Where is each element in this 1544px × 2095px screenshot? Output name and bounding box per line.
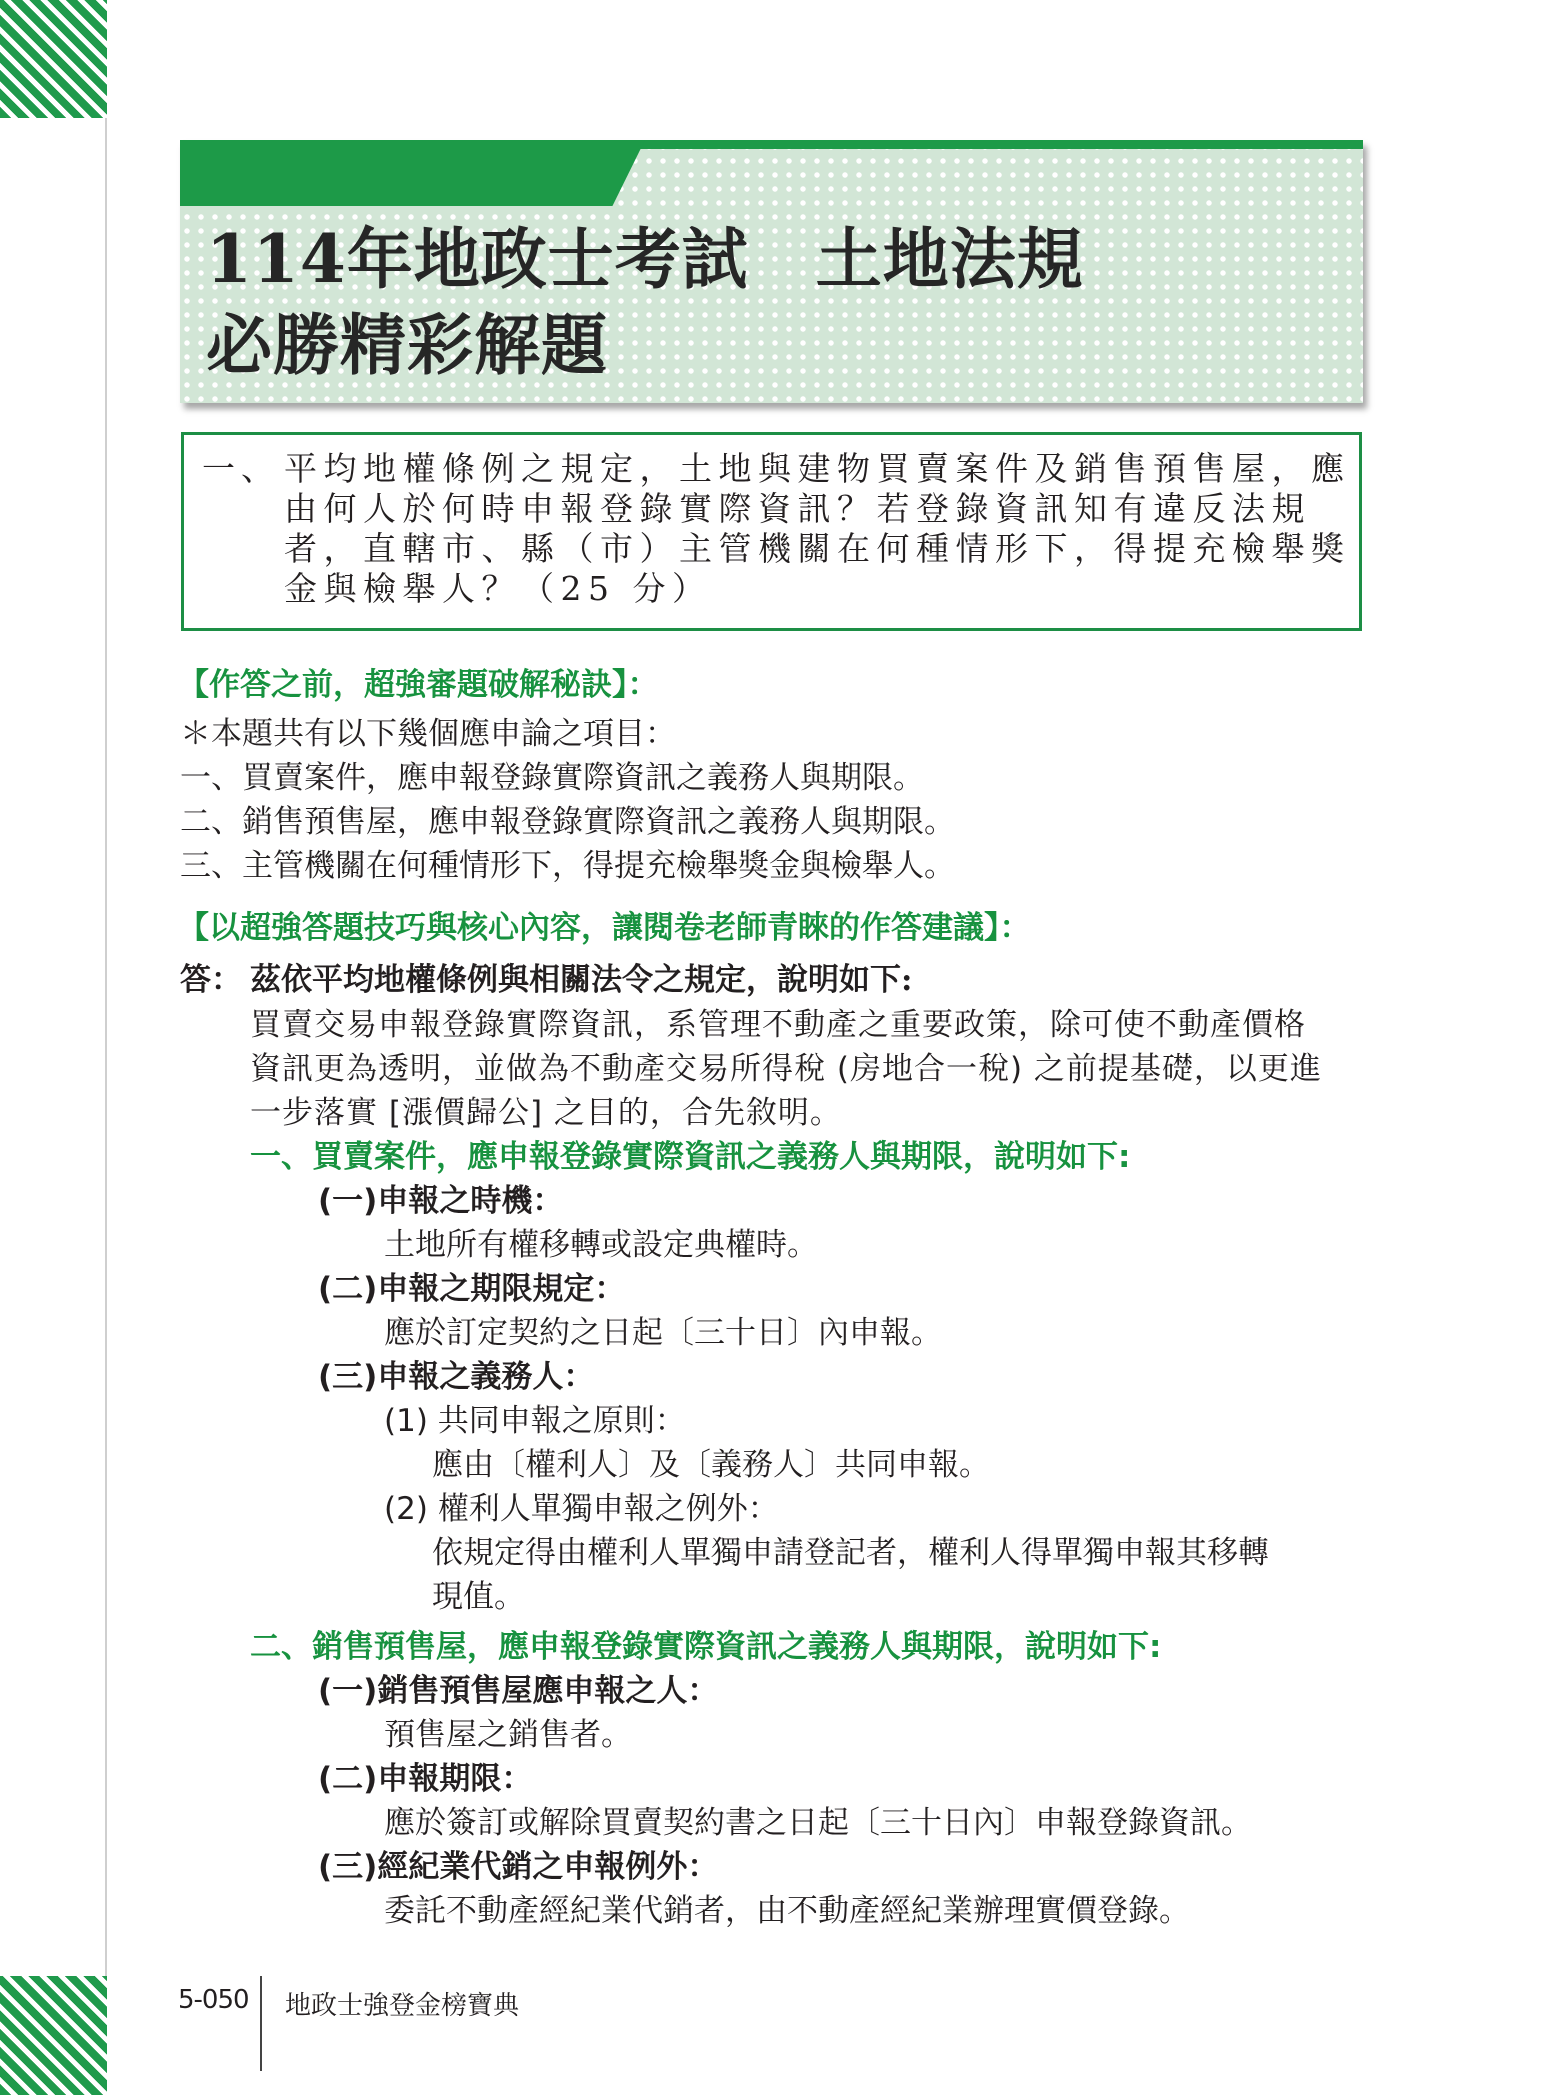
tips-item: 二、銷售預售屋，應申報登錄實際資訊之義務人與期限。 [180, 804, 955, 840]
tips-item: 一、買賣案件，應申報登錄實際資訊之義務人與期限。 [180, 760, 924, 796]
section1-title: 一、買賣案件，應申報登錄實際資訊之義務人與期限，說明如下: [250, 1139, 1131, 1175]
answer-paragraph-line: 一步落實 [漲價歸公] 之目的，合先敘明。 [250, 1095, 842, 1131]
question-number: 一、 [202, 449, 280, 488]
answer-label: 答： [180, 962, 242, 998]
section1-joint-text: 應由〔權利人〕及〔義務人〕共同申報。 [432, 1447, 990, 1483]
footer-divider [260, 1976, 262, 2071]
answer-heading: 【以超強答題技巧與核心內容，讓閱卷老師青睞的作答建議】： [178, 910, 1031, 946]
tips-intro: ＊本題共有以下幾個應申論之項目： [180, 716, 676, 752]
section2-who-text: 預售屋之銷售者。 [384, 1717, 632, 1753]
section1-deadline-title: (二)申報之期限規定： [318, 1271, 626, 1307]
page-title [206, 216, 1084, 388]
section2-who-title: (一)銷售預售屋應申報之人： [318, 1673, 719, 1709]
question-line: 由何人於何時申報登錄實際資訊？若登錄資訊知有違反法規 [284, 489, 1311, 528]
section1-obligor-title: (三)申報之義務人： [318, 1359, 595, 1395]
page-edge-stripes-bottom [0, 1976, 107, 2095]
answer-paragraph-line: 資訊更為透明，並做為不動產交易所得稅 (房地合一稅) 之前提基礎，以更進 [250, 1051, 1322, 1087]
section1-deadline-text: 應於訂定契約之日起〔三十日〕內申報。 [384, 1315, 942, 1351]
tips-item: 三、主管機關在何種情形下，得提充檢舉獎金與檢舉人。 [180, 848, 955, 884]
page-edge-stripes-top [0, 0, 107, 118]
tips-heading: 【作答之前，超強審題破解秘訣】： [178, 667, 659, 703]
section2-agency-title: (三)經紀業代銷之申報例外： [318, 1849, 719, 1885]
section1-sole-title: (2) 權利人單獨申報之例外： [384, 1491, 779, 1527]
section1-timing-text: 土地所有權移轉或設定典權時。 [384, 1227, 818, 1263]
page-number: 5-050 [178, 1985, 249, 2015]
section1-sole-text: 依規定得由權利人單獨申請登記者，權利人得單獨申報其移轉 [432, 1535, 1269, 1571]
section2-deadline-title: (二)申報期限： [318, 1761, 533, 1797]
question-line: 金與檢舉人？（25 分） [284, 569, 712, 608]
answer-lead: 茲依平均地權條例與相關法令之規定，說明如下: [250, 962, 913, 998]
section2-agency-text: 委託不動產經紀業代銷者，由不動產經紀業辦理實價登錄。 [384, 1893, 1190, 1929]
section2-deadline-text: 應於簽訂或解除買賣契約書之日起〔三十日內〕申報登錄資訊。 [384, 1805, 1252, 1841]
title-line-2: 必勝精彩解題 [206, 306, 608, 384]
banner-tab [180, 140, 645, 206]
title-banner [180, 140, 1363, 403]
question-line: 平均地權條例之規定，土地與建物買賣案件及銷售預售屋，應 [284, 449, 1351, 488]
question-line: 者，直轄市、縣（市）主管機關在何種情形下，得提充檢舉獎 [284, 529, 1351, 568]
section1-timing-title: (一)申報之時機： [318, 1183, 564, 1219]
title-line-1: 114年地政士考試 土地法規 [206, 220, 1084, 298]
book-title: 地政士強登金榜寶典 [285, 1991, 520, 2021]
answer-paragraph-line: 買賣交易申報登錄實際資訊，系管理不動產之重要政策，除可使不動產價格 [250, 1007, 1306, 1043]
section2-title: 二、銷售預售屋，應申報登錄實際資訊之義務人與期限，說明如下: [250, 1629, 1162, 1665]
question-box [181, 432, 1362, 631]
section1-joint-title: (1) 共同申報之原則： [384, 1403, 686, 1439]
page-edge-line [105, 118, 107, 1976]
section1-sole-text: 現值。 [432, 1579, 525, 1615]
